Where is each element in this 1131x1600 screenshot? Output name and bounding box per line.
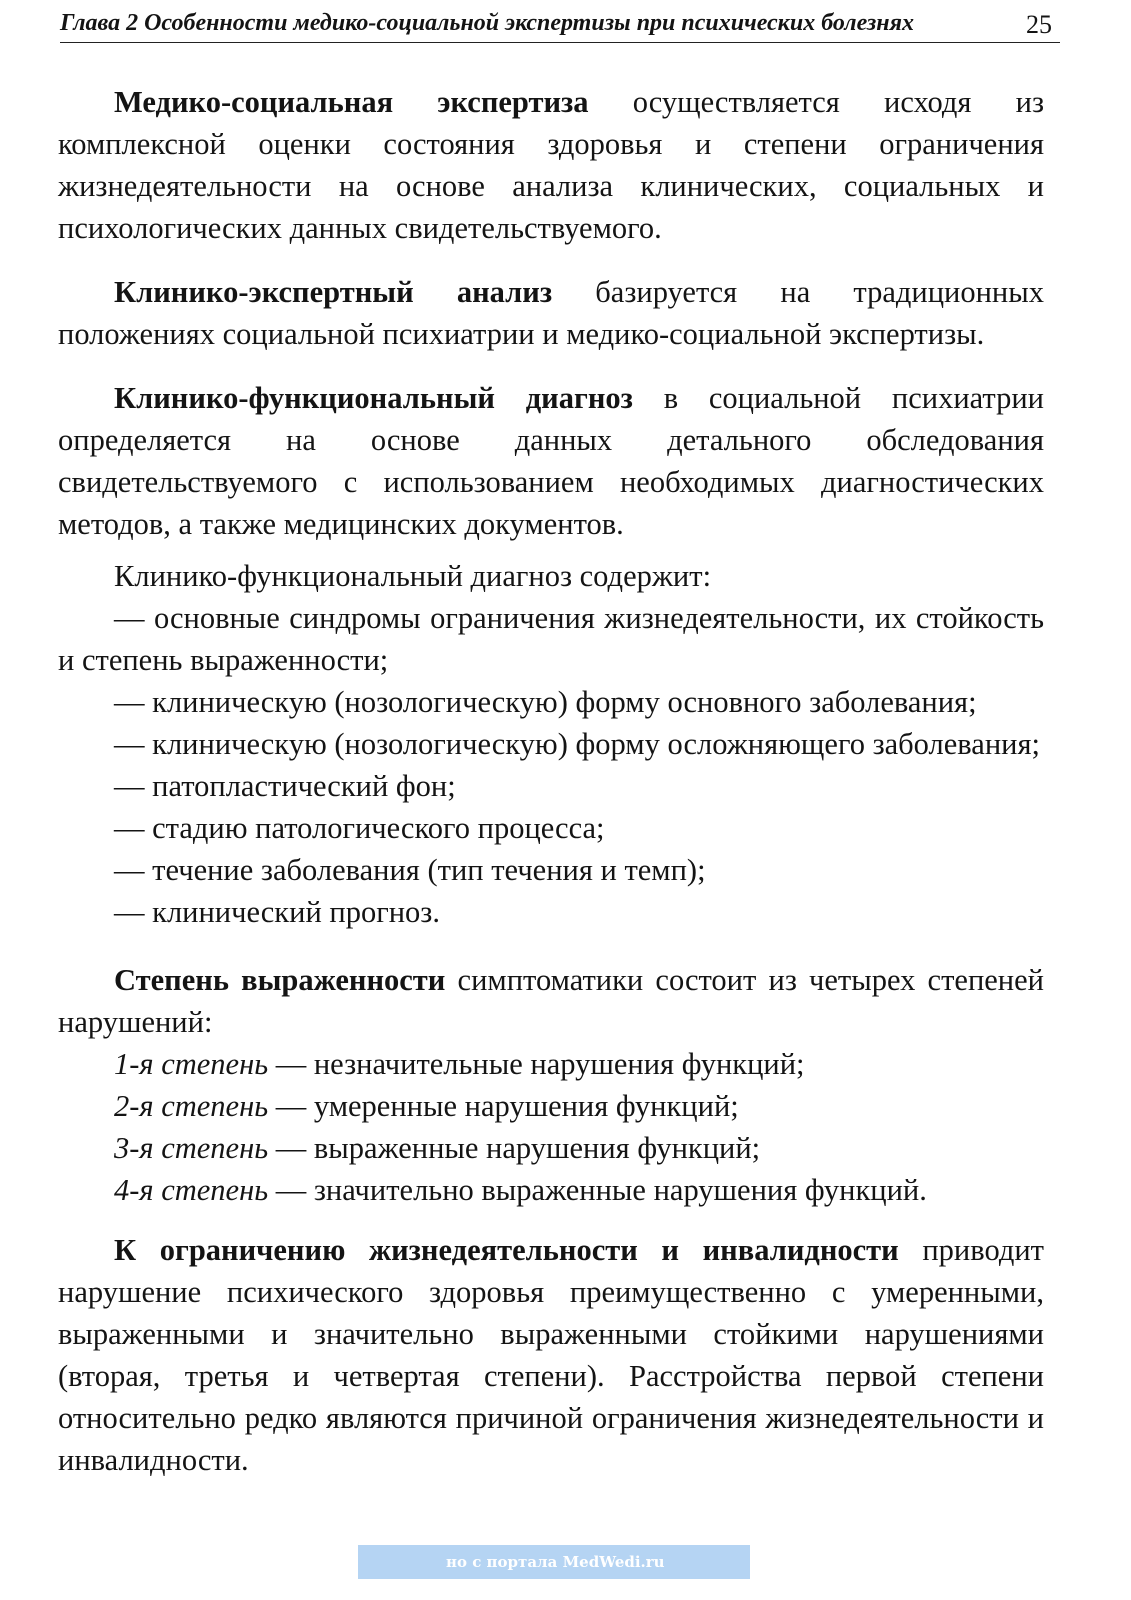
paragraph-disability-text: приводит нарушение психического здоровья преимущественно с умеренными, выраженными и значительно выраженными стойкими нарушениями (вторая, третья и четвертая степени). Расстройства первой степени относительно редко являются причиной ограничения жизнедеятельности и инвалидности.	[58, 1233, 1044, 1477]
list-item: — клиническую (нозологическую) форму осложняющего заболевания;	[114, 727, 1040, 761]
degree-text: — умеренные нарушения функций;	[268, 1089, 739, 1123]
paragraph-diagnosis-text: в социальной психиатрии определяется на основе данных детального обследования свидетельствуемого с использованием необходимых диагностических методов, а также медицинских документов.	[58, 381, 1045, 541]
page-number: 25	[1026, 10, 1052, 39]
degree-item	[58, 1169, 1044, 1211]
chapter-title: Глава 2 Особенности медико-социальной экспертизы при психических болезнях	[60, 10, 914, 36]
list-item: — течение заболевания (тип течения и темп);	[114, 853, 706, 887]
degree-label: 4-я степень	[114, 1173, 269, 1207]
degree-label: 2-я степень	[114, 1089, 269, 1123]
degree-item	[58, 1085, 1044, 1127]
list-item: — стадию патологического процесса;	[114, 811, 605, 845]
paragraph-severity-text: симптоматики состоит из четырех степеней нарушений:	[58, 963, 1044, 1039]
degree-item	[58, 1043, 1044, 1085]
list-item: — клинический прогноз.	[114, 895, 440, 929]
paragraph-clinical-analysis-text: базируется на традиционных положениях социальной психиатрии и медико-социальной экспертизы.	[58, 275, 1045, 351]
paragraph-expertise-text: осуществляется исходя из комплексной оценки состояния здоровья и степени ограничения жизнедеятельности на основе анализа клинических, социальных и психологических данных свидетельствуемого.	[58, 85, 1044, 245]
paragraph-disability	[58, 1229, 1044, 1481]
paragraph-severity	[58, 959, 1044, 1043]
list-item: — патопластический фон;	[114, 769, 456, 803]
degree-text: — значительно выраженные нарушения функций.	[268, 1173, 927, 1207]
running-header	[60, 6, 1060, 43]
paragraph-diagnosis-contains: Клинико-функциональный диагноз содержит:	[114, 559, 712, 593]
degree-label: 1-я степень	[114, 1047, 269, 1081]
list-item: — основные синдромы ограничения жизнедеятельности, их стойкость и степень выраженности;	[58, 601, 1044, 677]
degree-text: — незначительные нарушения функций;	[268, 1047, 805, 1081]
paragraph-diagnosis	[58, 377, 1044, 545]
term-diagnosis: Клинико-функциональный диагноз	[114, 381, 633, 415]
page-body	[58, 81, 1044, 1481]
degree-label: 3-я степень	[114, 1131, 269, 1165]
degree-text: — выраженные нарушения функций;	[268, 1131, 761, 1165]
term-disability: К ограничению жизнедеятельности и инвалидности	[114, 1233, 899, 1267]
term-clinical-analysis: Клинико-экспертный анализ	[114, 275, 553, 309]
term-severity: Степень выраженности	[114, 963, 446, 997]
paragraph-clinical-analysis	[58, 271, 1044, 355]
term-expertise: Медико-социальная экспертиза	[114, 85, 589, 119]
paragraph-expertise	[58, 81, 1044, 249]
list-item: — клиническую (нозологическую) форму основного заболевания;	[114, 685, 977, 719]
degree-item	[58, 1127, 1044, 1169]
watermark-banner: но с портала MedWedi.ru	[358, 1545, 750, 1579]
